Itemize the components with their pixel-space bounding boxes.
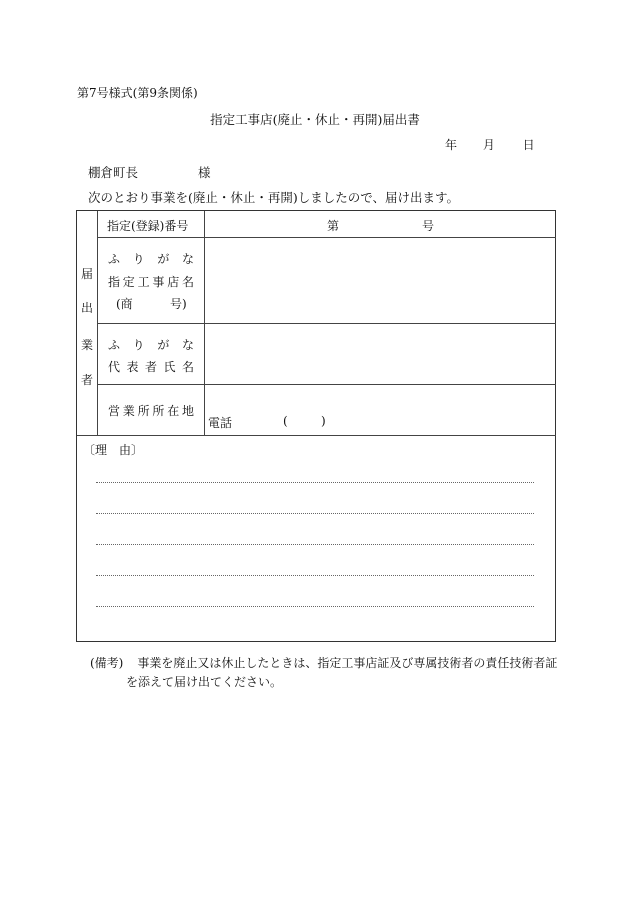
applicant-label-4: 者: [81, 373, 94, 387]
form-number: 第7号様式(第9条関係): [77, 86, 198, 100]
reason-line-4: [96, 575, 534, 576]
date-month-label: 月: [482, 138, 495, 152]
phone-paren-close: ): [321, 414, 326, 428]
registration-number-dai: 第: [327, 219, 340, 233]
date-year-label: 年: [445, 138, 458, 152]
trade-name-open: (商: [116, 297, 133, 311]
store-furigana-label: ふ り が な: [108, 252, 194, 266]
reason-label: 〔理 由〕: [83, 443, 144, 457]
applicant-label-1: 届: [81, 267, 94, 281]
applicant-label-3: 業: [81, 338, 94, 352]
store-name-label: 指 定 工 事 店 名: [108, 275, 194, 289]
note-text-1: 事業を廃止又は休止したときは、指定工事店証及び専属技術者の責任技術者証: [137, 656, 558, 670]
trade-name-close: 号): [170, 297, 187, 311]
reason-line-5: [96, 606, 534, 607]
phone-paren-open: (: [283, 414, 288, 428]
registration-number-go: 号: [422, 219, 435, 233]
row-divider-4: [77, 435, 556, 436]
rep-name-label: 代 表 者 氏 名: [108, 360, 194, 374]
addressee-honorific: 様: [198, 165, 211, 180]
document-title: 指定工事店(廃止・休止・再開)届出書: [210, 112, 420, 127]
office-address-label: 営 業 所 所 在 地: [108, 404, 194, 418]
rep-furigana-label: ふ り が な: [108, 338, 194, 352]
date-line: [445, 136, 535, 153]
addressee-line: [88, 163, 211, 181]
row-divider-2: [97, 323, 556, 324]
intro-text: 次のとおり事業を(廃止・休止・再開)しましたので、届け出ます。: [88, 190, 460, 205]
note-text-2: を添えて届け出てください。: [126, 675, 283, 689]
phone-label: 電話: [208, 416, 233, 430]
row-divider-1: [97, 237, 556, 238]
reason-line-1: [96, 482, 534, 483]
applicant-label-2: 出: [81, 301, 94, 315]
reason-line-2: [96, 513, 534, 514]
reason-line-3: [96, 544, 534, 545]
note-line-1: [90, 654, 557, 671]
row-divider-3: [97, 384, 556, 385]
date-day-label: 日: [522, 138, 535, 152]
registration-number-label: 指定(登録)番号: [107, 219, 189, 233]
application-table: [76, 210, 556, 642]
addressee-name: 棚倉町長: [88, 165, 139, 180]
note-label: (備考): [90, 656, 124, 670]
